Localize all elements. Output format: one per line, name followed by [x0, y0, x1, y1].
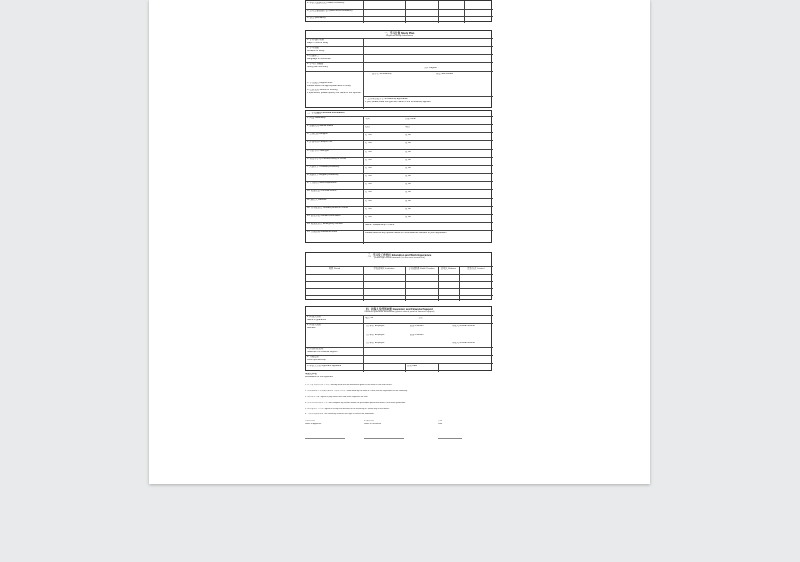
- signature-line-guarantor: [364, 438, 404, 439]
- section1-table: [305, 30, 492, 108]
- s1-row-label: 2. 学习期限: [307, 47, 319, 49]
- s1-row-label: 3. 授课语言: [307, 55, 319, 57]
- s4-row-sub: Address: [307, 327, 316, 329]
- s2-row-label: 11. 推荐人 Referee: [307, 198, 327, 201]
- s2-row-option-yes[interactable]: 有 Yes: [365, 142, 372, 145]
- signature-sub: Name of Guarantor: [364, 423, 382, 425]
- col-divider: [438, 1, 439, 23]
- section3-title: 三、学习及工作经历 Education and Work Experience: [367, 253, 432, 257]
- s2-row-label: 9. 工作经历 Work experience: [307, 182, 337, 185]
- s1-row-sub: Language of instruction: [307, 58, 331, 60]
- s2-row-option-yes[interactable]: 有 Yes: [365, 166, 372, 169]
- s2-row-label: 4. 护照号码 Passport No.: [307, 141, 333, 144]
- s4-row-label: 4. 其他资助: [307, 356, 319, 358]
- row-divider: [306, 71, 493, 72]
- s2-row-option-no[interactable]: 无 No: [405, 191, 411, 194]
- declaration-line: 6. 学校有权撤销录取 The university reserves the right to cancel the admission.: [305, 413, 375, 415]
- s3-col-header: 专业或职务 Field / Position: [408, 268, 435, 270]
- s2-row-option-yes[interactable]: 有 Yes: [365, 199, 372, 202]
- s2-row-option-yes[interactable]: 有 Yes: [365, 207, 372, 210]
- s4-row-c2: 职务 Position: [410, 334, 424, 336]
- s2-row-option-yes[interactable]: 有 Yes: [365, 183, 372, 186]
- s1-row-sub: Please select the appropriate level of study: [307, 85, 351, 87]
- s1-row-label: 4. 学习计划概要: [307, 63, 324, 65]
- s3-col-header: 证明人 Referee: [441, 268, 456, 270]
- s2-row-option-yes[interactable]: 有 Yes: [365, 215, 372, 218]
- signature-label: 担保人签名: [364, 420, 375, 422]
- s1-row-option: 奖学金 Scholarship: [372, 73, 392, 75]
- col-divider: [363, 116, 364, 244]
- section1-subtitle: Proposed Study Information: [385, 34, 414, 37]
- declaration-line: 2. 在校期间遵守中国法律法规和学校规章制度 I shall abide by the laws of China and the regulations of the university.: [305, 390, 408, 392]
- section4-subtitle: Financial guarantor information (please attach proof of financial support): [364, 310, 435, 313]
- row-divider: [306, 288, 493, 289]
- s2-row-option-yes[interactable]: 有 Yes: [365, 175, 372, 178]
- top-row-label: 4. 申请人健康状况 (Health condition): [307, 2, 345, 4]
- s2-row-option-no[interactable]: 无 No: [405, 134, 411, 137]
- row-divider: [306, 281, 493, 282]
- declaration-title: 申请人声明: [305, 373, 317, 375]
- row-divider: [306, 266, 493, 267]
- s2-row-option-no[interactable]: 无 No: [405, 142, 411, 145]
- s1-row-sub: If sponsored, please specify the name of the sponsor: [307, 92, 361, 94]
- top-row-label: 5. 是否需要安排住宿 (Need accommodation): [307, 10, 353, 12]
- s2-row-label: 15. 其他说明 Additional notes: [307, 231, 338, 234]
- section4-table: [305, 306, 492, 371]
- s2-row-option-no[interactable]: 其他 Other: [405, 118, 416, 120]
- s2-row-option-yes[interactable]: 有 Yes: [365, 158, 372, 161]
- signature-label: 申请人签名: [305, 420, 316, 422]
- declaration-line: 5. 如有违反以上声明 I agree to accept the decision of the university if I violate any of the above.: [305, 408, 390, 410]
- s2-row-option-yes[interactable]: 有 Yes: [365, 191, 372, 194]
- signature-line-date: [438, 438, 462, 439]
- s1-row-label: 6. 资助来源 Source of funding: [307, 89, 338, 91]
- s2-row-label: 5. 签证类型 Visa type: [307, 149, 329, 152]
- col-divider: [405, 363, 406, 372]
- s4-row-c1: 工作单位 Employer: [365, 325, 385, 327]
- s2-row-label: 10. 犯罪记录 Criminal record: [307, 190, 337, 193]
- s2-row-label: 14. 紧急联系人 Emergency contact: [307, 222, 343, 225]
- s4-row-sub: Statement of financial support: [307, 351, 338, 353]
- top-rows-table: [305, 0, 492, 22]
- s1-row-label: 5. 学历层次 Degree level: [307, 82, 333, 84]
- s2-row-option-no[interactable]: 未婚: [405, 126, 410, 129]
- s2-row-label: 13. 联系方式 Contact information: [307, 214, 341, 217]
- s2-row-label: 6. 曾来华学习 Previous study in China: [307, 157, 346, 160]
- col-divider: [464, 1, 465, 23]
- s4-row-sub: Name of guarantor: [307, 319, 327, 321]
- s2-row-sub: Please describe any special needs or circumstances relevant to your application: [365, 232, 447, 235]
- s1-row-label: 7. 是否申请奖学金 Scholarship application: [365, 98, 408, 100]
- s1-row-label: 1. 专业/课程名称: [307, 39, 324, 41]
- s4-row-label: 5. 申请人签名 Applicant signature: [307, 365, 342, 367]
- row-divider: [306, 274, 493, 275]
- s3-col-header: 联系方式 Contact: [467, 268, 485, 270]
- s4-row-c1: 工作单位 Employer: [365, 334, 385, 336]
- s2-row-label: 1. 国籍 Nationality: [307, 117, 326, 119]
- s1-row-sub: If yes, please state the type and name of the scholarship applied: [365, 101, 431, 103]
- top-row-label: 6. 备注 (Remarks): [307, 17, 326, 19]
- col-divider: [405, 1, 406, 23]
- s2-row-option-yes[interactable]: 有 Yes: [365, 134, 372, 137]
- s2-row-option-yes[interactable]: 中国: [365, 118, 370, 120]
- signature-label: 日期: [438, 420, 443, 422]
- s2-row-sub: Name / Relationship / Phone: [365, 223, 395, 226]
- signature-sub: Name of Applicant: [305, 423, 322, 425]
- s2-row-option-no[interactable]: 无 No: [405, 175, 411, 178]
- col-divider: [438, 363, 439, 372]
- s4-row-right: 关系: [418, 317, 423, 319]
- s1-row-sub: Major / Field of study: [307, 42, 329, 44]
- s4-row-label: 2. 担保人地址: [307, 324, 322, 326]
- signature-line-applicant: [305, 438, 345, 439]
- declaration-line: 1. 以上填写的内容真实无误 I hereby affirm that all information given in this form is true and correct.: [305, 384, 393, 386]
- s2-row-label: 3. 宗教信仰 Religion: [307, 133, 328, 136]
- s1-row-sub: Study plan summary: [307, 66, 328, 68]
- s4-row-c2: 职务 Position: [410, 325, 424, 327]
- s3-col-header: 学校或单位 Institution: [373, 268, 395, 270]
- s1-row-sub: Duration of study: [307, 50, 325, 52]
- s1-row-option: 学位 Degree: [424, 67, 437, 69]
- s4-row-mid: 电话 Tel: [365, 317, 374, 319]
- document-page: [149, 0, 650, 484]
- s2-row-option-yes[interactable]: 已婚: [365, 126, 370, 129]
- s4-row-c3: 年收入 Annual income: [452, 342, 475, 344]
- signature-sub: Date: [438, 423, 443, 425]
- s2-row-label: 12. 在华联系人 Contact person in China: [307, 206, 348, 209]
- section1-title: 一、学习计划 Study Plan: [384, 31, 415, 35]
- row-divider: [306, 363, 493, 364]
- section3-table: [305, 252, 492, 300]
- declaration-subtitle: Declaration of the Applicant: [305, 376, 333, 378]
- s3-col-header: 时间 Period: [328, 268, 341, 270]
- s2-row-option-no[interactable]: 无 No: [405, 215, 411, 218]
- section4-title: 四、担保人及经济来源 Guarantor and Financial Support: [365, 307, 434, 311]
- s2-row-option-no[interactable]: 无 No: [405, 183, 411, 186]
- s4-row-label: 3. 经济担保说明: [307, 348, 324, 350]
- declaration-line: 4. 在规定时间内完成学业 I will complete my studies within the prescribed period and leave China after graduation.: [305, 402, 406, 404]
- s2-row-option-no[interactable]: 无 No: [405, 199, 411, 202]
- s4-row-sub: Other sponsorship: [307, 359, 326, 361]
- section3-subtitle: (From high school onwards, list the most recent first): [374, 256, 425, 259]
- section2-title: 二、个人情况 Personal Information: [307, 112, 345, 114]
- row-divider: [306, 295, 493, 296]
- s2-row-label: 2. 婚姻状况 Marital status: [307, 125, 334, 128]
- s4-row-c1: 工作单位 Employer: [365, 342, 385, 344]
- s2-row-option-no[interactable]: 无 No: [405, 166, 411, 169]
- section2-table: [305, 110, 492, 243]
- s2-row-label: 8. 英语水平 English proficiency: [307, 174, 339, 177]
- s2-row-option-no[interactable]: 无 No: [405, 158, 411, 161]
- s4-row-label: 1. 担保人姓名: [307, 316, 322, 318]
- s2-row-option-yes[interactable]: 有 Yes: [365, 150, 372, 153]
- s4-row-right: 日期 Date: [407, 365, 418, 367]
- s4-row-c3: 年收入 Annual income: [452, 325, 475, 327]
- s2-row-option-no[interactable]: 无 No: [405, 207, 411, 210]
- s2-row-option-no[interactable]: 无 No: [405, 150, 411, 153]
- s1-row-option: 自费 Self-funded: [436, 73, 453, 75]
- s2-row-label: 7. 汉语水平 Chinese proficiency: [307, 165, 340, 168]
- row-divider: [363, 96, 493, 97]
- col-divider: [363, 1, 364, 23]
- declaration-line: 3. 按时缴纳学费 I agree to pay tuition fees and other expenses on time.: [305, 396, 369, 398]
- col-divider: [363, 38, 364, 109]
